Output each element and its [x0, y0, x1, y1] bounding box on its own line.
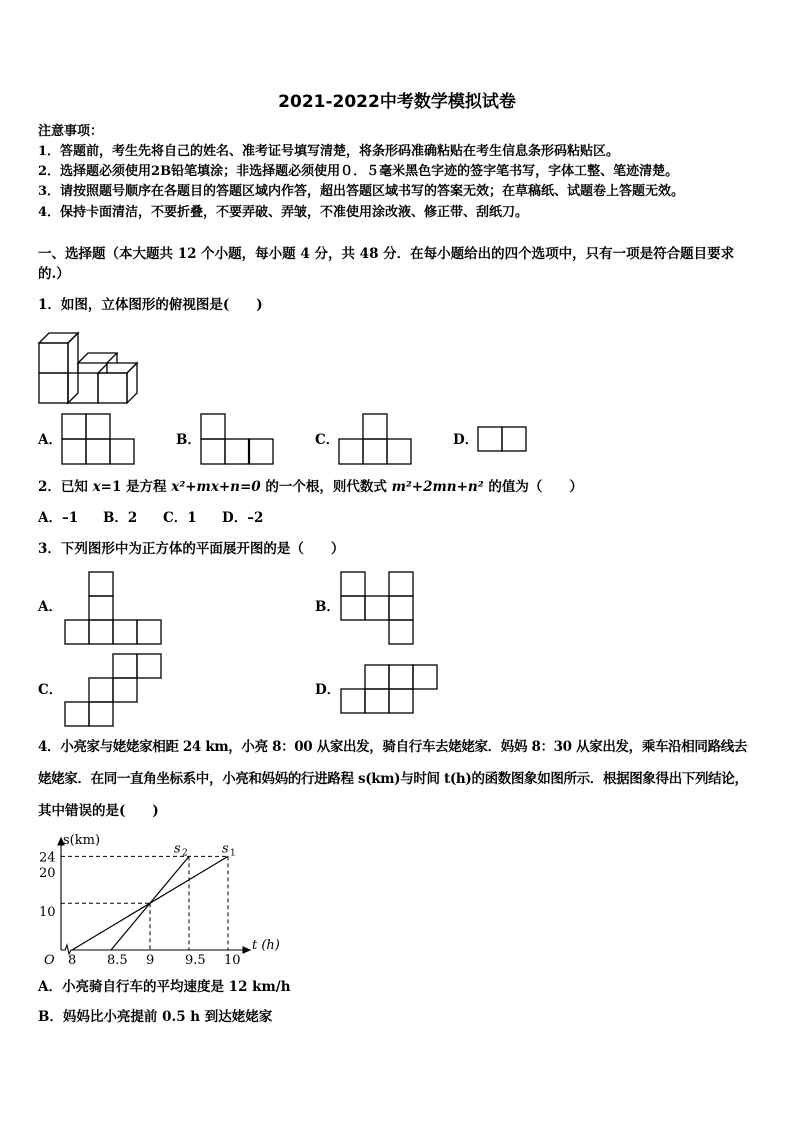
question-4-line-3: 其中错误的是( ) [38, 803, 159, 819]
y-tick-label: 10 [39, 905, 56, 920]
section-heading: 一、选择题（本大题共 12 个小题，每小题 4 分，共 48 分．在每小题给出的四个选项中，只有一项是符合题目要求 [38, 246, 735, 262]
q1-option-a-label: A． [38, 432, 62, 448]
q3-option-b-label: B． [315, 599, 340, 615]
y-tick-label: 24 [39, 850, 56, 866]
q2-option-d: D．–2 [222, 510, 264, 526]
series-line-s2 [111, 856, 189, 950]
question-2-stem: 2．已知 x=1 是方程 x²+mx+n=0 的一个根，则代数式 m²+2mn+n² 的值为（ ） [38, 479, 583, 495]
series-label-s2: s [174, 841, 181, 857]
notice-item: 3．请按照题号顺序在各题目的答题区域内作答，超出答题区域书写的答案无效；在草稿纸、试题卷上答题无效。 [38, 184, 685, 199]
q2-option-b: B．2 [103, 510, 138, 526]
y-axis-label: s(km) [63, 833, 101, 848]
x-tick-label: 8.5 [107, 953, 128, 968]
q4-option-b: B．妈妈比小亮提前 0.5 h 到达姥姥家 [38, 1009, 273, 1025]
notice-item: 2．选择题必须使用2B铅笔填涂；非选择题必须使用０．５毫米黑色字迹的签字笔书写，字体工整、笔迹清楚。 [38, 164, 679, 179]
x-axis-arrow [243, 947, 250, 953]
question-4-line-1: 4．小亮家与姥姥家相距 24 km，小亮 8：00 从家出发，骑自行车去姥姥家．妈妈 8：30 从家出发，乘车沿相同路线去 [38, 739, 748, 755]
x-tick-label: 9.5 [185, 953, 206, 968]
series-label-s2-sub: 2 [182, 848, 188, 859]
question-3-stem: 3．下列图形中为正方体的平面展开图的是（ ） [38, 541, 345, 557]
section-heading-cont: 的.） [38, 266, 70, 282]
q1-option-c-label: C． [315, 432, 340, 448]
q4-option-a: A．小亮骑自行车的平均速度是 12 km/h [38, 979, 291, 995]
series-label-s1-sub: 1 [230, 848, 236, 859]
origin-label: O [44, 953, 55, 968]
series-label-s1: s [222, 841, 229, 857]
x-axis [61, 945, 250, 954]
page-title: 2021-2022中考数学模拟试卷 [278, 92, 516, 112]
x-tick-label: 8 [68, 953, 77, 968]
q1-option-d-label: D． [453, 432, 479, 448]
question-4-line-2: 姥姥家．在同一直角坐标系中，小亮和妈妈的行进路程 s(km)与时间 t(h)的函数图象如图所示．根据图象得出下列结论， [38, 771, 748, 787]
notice-heading: 注意事项： [38, 124, 104, 139]
q3-option-c-label: C． [38, 682, 63, 698]
q3-option-a-label: A． [38, 599, 62, 615]
q3-option-d-label: D． [315, 682, 341, 698]
notice-item: 4．保持卡面清洁，不要折叠，不要弄破、弄皱，不准使用涂改液、修正带、刮纸刀。 [38, 205, 529, 220]
x-tick-label: 10 [224, 953, 241, 968]
q1-option-b-label: B． [176, 432, 201, 448]
x-tick-label: 9 [146, 953, 155, 968]
q2-option-c: C．1 [163, 510, 197, 526]
question-1-stem: 1．如图，立体图形的俯视图是( ) [38, 297, 263, 313]
x-axis-label: t (h) [252, 938, 280, 953]
q2-option-a: A．–1 [38, 510, 79, 526]
y-tick-label: 20 [39, 866, 56, 881]
notice-item: 1．答题前，考生先将自己的姓名、准考证号填写清楚，将条形码准确粘贴在考生信息条形码粘贴区。 [38, 144, 620, 159]
